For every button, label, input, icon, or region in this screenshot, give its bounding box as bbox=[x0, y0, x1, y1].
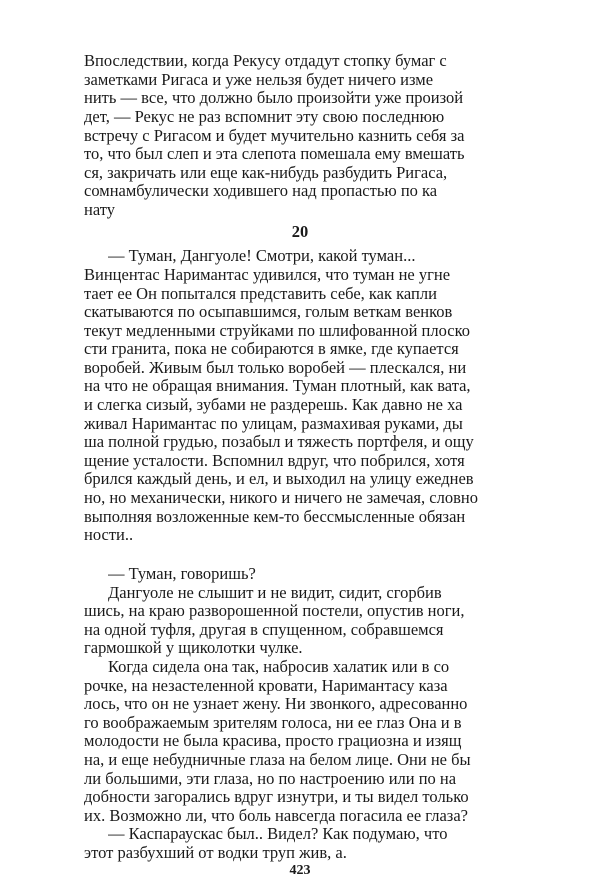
text-line: живал Наримантас по улицам, размахивая руками, ды bbox=[84, 413, 463, 433]
text-line: но, но механически, никого и ничего не замечая, словно bbox=[84, 487, 478, 507]
text-line: рочке, на незастеленной кровати, Наримантасу каза bbox=[84, 675, 448, 695]
text-line: ся, закричать или еще как-нибудь разбудить Ригаса, bbox=[84, 162, 448, 182]
text-line: сомнамбулически ходившего над пропастью по ка bbox=[84, 181, 438, 201]
text-line: воробей. Живым был только воробей — плескался, ни bbox=[84, 357, 467, 377]
page-number: 423 bbox=[289, 863, 311, 879]
text-line: текут медленными струйками по шлифованной плоско bbox=[84, 320, 471, 340]
dialogue-line: — Каспараускас был.. Видел? Как подумаю, что bbox=[108, 824, 448, 844]
text-line: сти гранита, пока не собираются в ямке, где купается bbox=[84, 339, 459, 359]
dialogue-line: — Туман, Дангуоле! Смотри, какой туман... bbox=[108, 246, 416, 266]
text-line: Когда сидела она так, набросив халатик или в со bbox=[108, 657, 450, 676]
text-line: брился каждый день, и ел, и выходил на улицу ежеднев bbox=[84, 469, 474, 489]
text-line: этот разбухший от водки труп жив, а. bbox=[84, 842, 347, 862]
text-line: на одной туфля, другая в спущенном, собравшемся bbox=[84, 619, 444, 639]
dialogue-line: — Туман, говоришь? bbox=[108, 564, 256, 584]
text-line: лось, что он не узнает жену. Ни звонкого, адресованно bbox=[84, 694, 468, 714]
text-line: Дангуоле не слышит и не видит, сидит, сгорбив bbox=[108, 582, 442, 602]
text-line: щение усталости. Вспомнил вдруг, что побрился, хотя bbox=[84, 450, 465, 470]
text-line: ности.. bbox=[84, 525, 134, 544]
text-line: шись, на краю разворошенной постели, опустив ноги, bbox=[84, 601, 465, 621]
text-line: го воображаемым зрителям голоса, ни ее глаз Она и в bbox=[84, 712, 462, 732]
text-line: ша полной грудью, позабыл и тяжесть портфеля, и ощу bbox=[84, 432, 474, 452]
text-line: тает ее Он попытался представить себе, как капли bbox=[84, 283, 437, 303]
text-line: добности загорались вдруг изнутри, и ты видел только bbox=[84, 787, 469, 807]
text-line: нату bbox=[84, 199, 115, 219]
text-line: ли большими, эти глаза, но по настроению или по на bbox=[84, 768, 457, 788]
text-line: заметками Ригаса и уже нельзя будет ничего изме bbox=[84, 69, 434, 89]
text-line: молодости не была красива, просто грациозна и изящ bbox=[84, 731, 462, 751]
text-line: дет, — Рекус не раз вспомнит эту свою последнюю bbox=[84, 106, 445, 126]
text-line: и слегка сизый, зубами не раздерешь. Как давно не ха bbox=[84, 395, 463, 414]
text-line: встречу с Ригасом и будет мучительно казнить себя за bbox=[84, 125, 465, 145]
text-line: то, что был слеп и эта слепота помешала ему вмешать bbox=[84, 144, 465, 164]
text-line: Впоследствии, когда Рекусу отдадут стопку бумаг с bbox=[84, 51, 447, 71]
text-line: нить — все, что должно было произойти уже произой bbox=[84, 88, 464, 108]
text-line: на что не обращая внимания. Туман плотный, как вата, bbox=[84, 376, 471, 396]
text-line: на, и еще небудничные глаза на белом лице. Они не бы bbox=[84, 749, 471, 769]
text-line: скатываются по осыпавшимся, голым веткам венков bbox=[84, 302, 453, 321]
text-line: гармошкой у щиколотки чулке. bbox=[84, 638, 303, 658]
text-line: их. Возможно ли, что боль навсегда погасила ее глаза? bbox=[84, 805, 468, 825]
chapter-number: 20 bbox=[291, 222, 309, 242]
text-line: Винцентас Наримантас удивился, что туман не угне bbox=[84, 264, 451, 284]
text-line: выполняя возложенные кем-то бессмысленные обязан bbox=[84, 506, 466, 526]
